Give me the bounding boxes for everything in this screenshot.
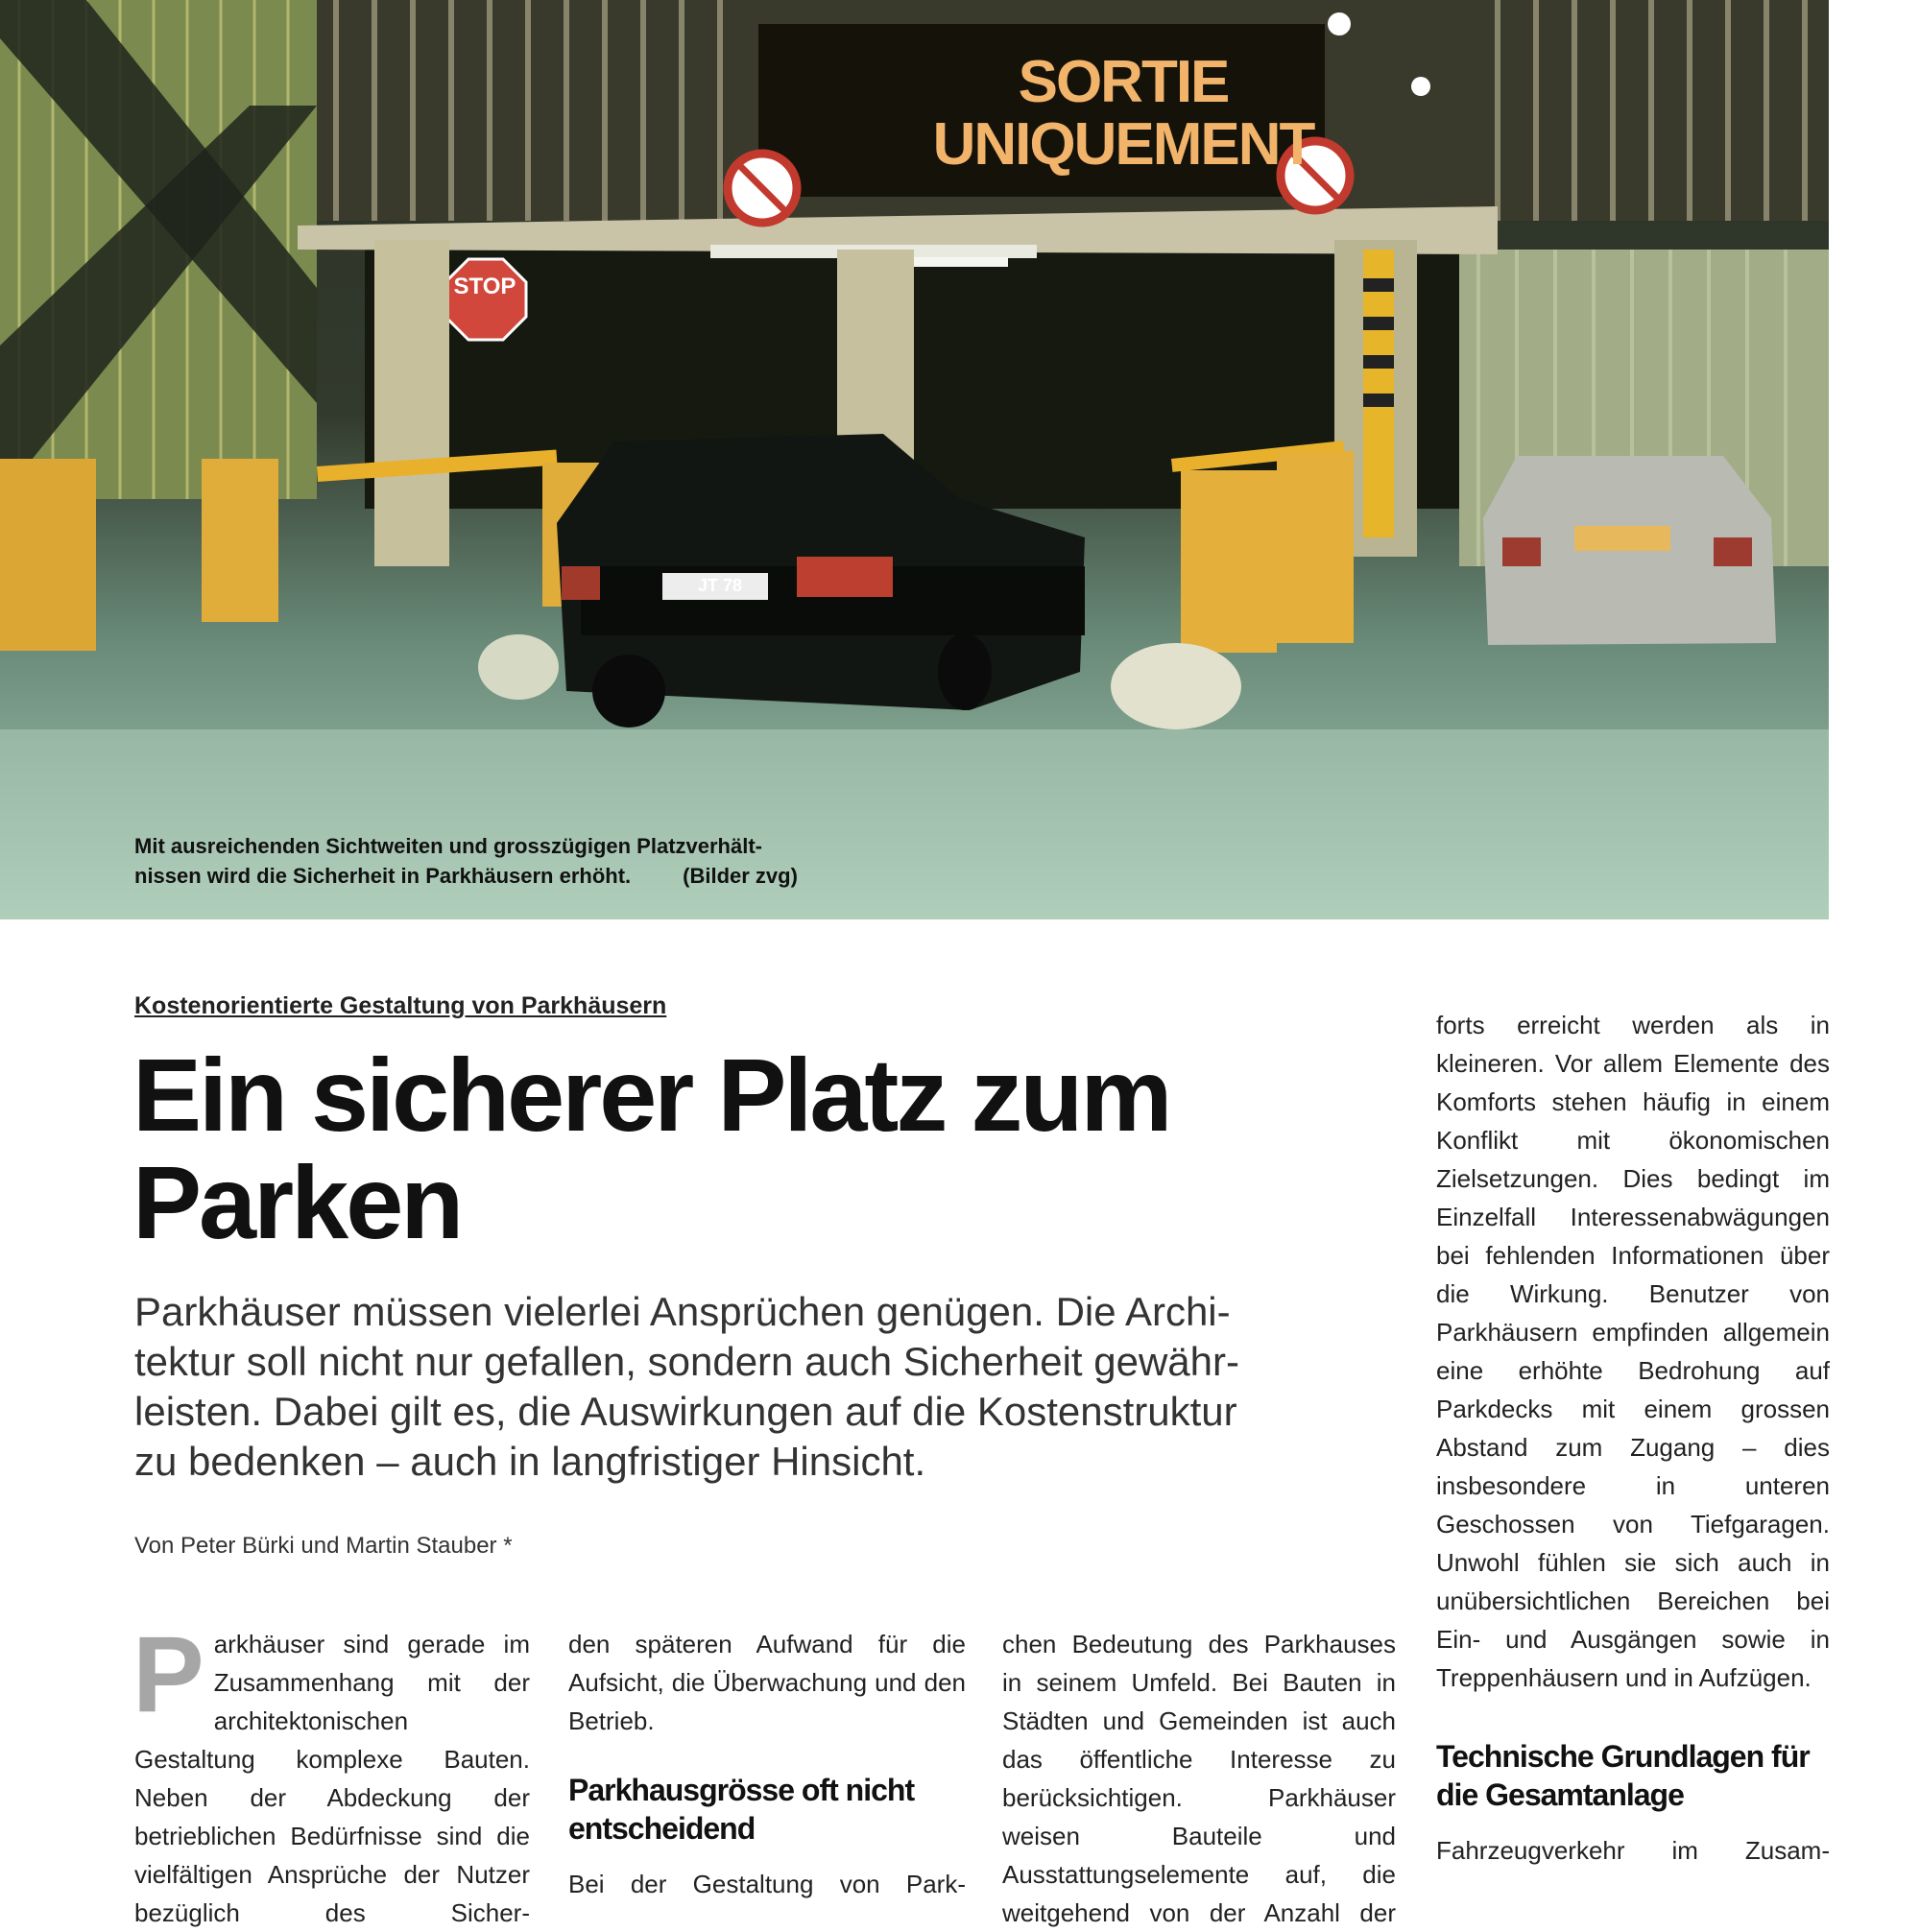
photo-caption	[134, 831, 922, 891]
body-column-1	[132, 1614, 530, 1932]
lead-line-2: tektur soll nicht nur gefallen, sondern auch Sicherheit gewähr-	[134, 1339, 1239, 1384]
column-2-text: den späteren Aufwand für die Aufsicht, die Überwachung und den Betrieb.	[568, 1630, 966, 1735]
body-column-3	[1002, 1625, 1396, 1932]
caption-line-2-text: nissen wird die Sicherheit in Parkhäusern erhöht.	[134, 864, 632, 888]
subheading-technische-grundlagen: Technische Grundlagen für die Gesamtanlage	[1436, 1739, 1810, 1812]
lead-line-4: zu bedenken – auch in langfristiger Hinsicht.	[134, 1439, 926, 1484]
column-1-text: arkhäuser sind gerade im Zusammenhang mit der architektonischen Gestaltung komplexe Bauten. Neben der Abdeckung der betrieblichen Bedürfnisse sind die vielfältigen Ansprüche der Nutzer bezüglich des Sicher-	[134, 1630, 530, 1927]
body-column-4	[1436, 1006, 1830, 1870]
license-plate: JT 78	[697, 576, 743, 595]
photo-credit: (Bilder zvg)	[683, 864, 798, 888]
column-4-text-2: Fahrzeugverkehr im Zusam-	[1436, 1836, 1830, 1865]
subheading-parkhausgroesse: Parkhausgrösse oft nicht entscheidend	[568, 1773, 915, 1846]
headline-line-2: Parken	[132, 1144, 462, 1260]
parking-garage-illustration	[0, 0, 1829, 919]
drop-cap: P	[132, 1614, 204, 1734]
body-column-2	[568, 1625, 966, 1903]
hero-photo	[0, 0, 1829, 919]
lead-line-1: Parkhäuser müssen vielerlei Ansprüchen genügen. Die Archi-	[134, 1289, 1231, 1334]
article-byline: Von Peter Bürki und Martin Stauber *	[134, 1533, 513, 1559]
lead-line-3: leisten. Dabei gilt es, die Auswirkungen auf die Kostenstruktur	[134, 1389, 1237, 1434]
article-kicker: Kostenorientierte Gestaltung von Parkhäusern	[134, 992, 667, 1019]
article-lead	[134, 1287, 1402, 1487]
column-4-text: forts erreicht werden als in kleineren. Vor allem Elemente des Komforts stehen häufig in einem Konflikt mit ökonomischen Zielsetzungen. Dies bedingt im Einzelfall Interessenabwägungen bei fehlenden Informationen über die Wirkung. Benutzer von Parkhäusern empfinden allgemein eine erhöhte Bedrohung auf Parkdecks mit einem grossen Abstand zum Zugang – dies insbesondere in unteren Geschossen von Tiefgaragen. Unwohl fühlen sie sich auch in unübersichtlichen Bereichen bei Ein- und Ausgängen sowie in Treppenhäusern und in Aufzügen.	[1436, 1011, 1830, 1692]
column-2-text-2: Bei der Gestaltung von Park-	[568, 1870, 966, 1898]
headline-line-1: Ein sicherer Platz zum	[132, 1037, 1170, 1153]
column-3-text: chen Bedeutung des Parkhauses in seinem Umfeld. Bei Bauten in Städten und Gemeinden ist auch das öffentliche Interesse zu berücksichtigen. Parkhäuser weisen Bauteile und Ausstattungselemente auf, die weitgehend von der Anzahl der	[1002, 1630, 1396, 1927]
stop-sign: STOP	[453, 274, 516, 299]
article-headline	[132, 1037, 1188, 1260]
exit-sign-line-1: SORTIE	[1018, 49, 1229, 115]
exit-sign-line-2: UNIQUEMENT	[932, 111, 1314, 178]
caption-line-1: Mit ausreichenden Sichtweiten und grosszügigen Platzverhält-	[134, 834, 762, 858]
caption-line-2	[134, 861, 922, 891]
